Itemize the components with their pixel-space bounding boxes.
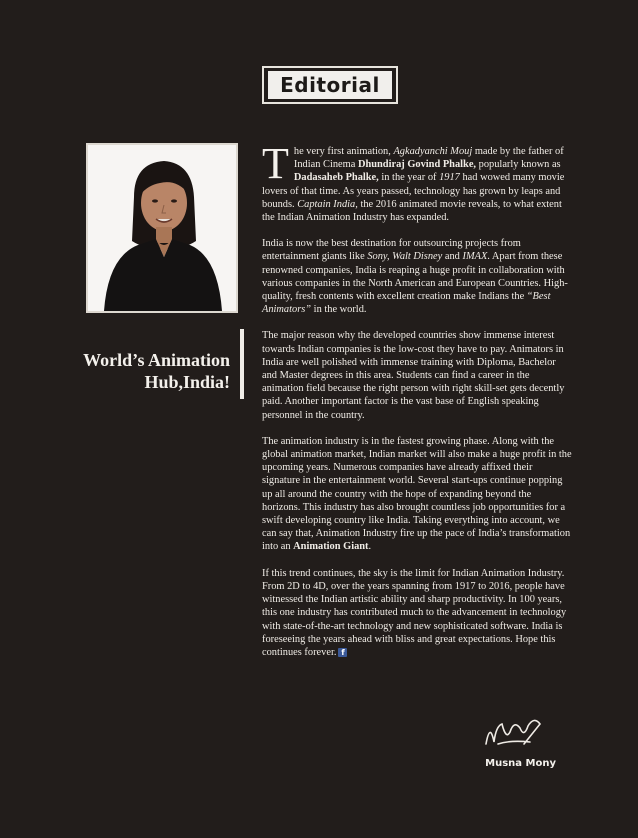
- person-name: Dadasaheb Phalke,: [293, 172, 379, 184]
- section-title: [64, 349, 230, 393]
- text: India is now the best destination for outsourcing projects from entertainment giants like: [262, 238, 521, 263]
- year: 1917: [439, 172, 460, 184]
- text: made by the father of Indian Cinema: [293, 146, 564, 171]
- paragraph-3: The major reason why the developed countries show immense interest towards Indian companies is the low-cost they have to pay. Animators in India are well polished with immense training with Diploma, Bachelor and Master degrees in this area. Students can find a career in the animation field because the right person with right skill-set gets decently paid. Another important factor is the vast base of English speaking personnel in the country.: [262, 330, 565, 421]
- text: . Apart from these renowned companies, India is reaping a huge profit in collaboration with various companies in the North American and European Countries. High-quality, fresh contents with excellent creation make Indians the: [262, 251, 568, 303]
- author-photo: [86, 143, 238, 313]
- paragraph-1: [262, 139, 572, 224]
- person-portrait-icon: [88, 145, 236, 311]
- quote: “Best Animators”: [262, 291, 551, 316]
- facebook-icon: f: [338, 648, 347, 657]
- film-title: Captain India,: [297, 198, 358, 210]
- person-name: Dhundiraj Govind Phalke,: [357, 159, 477, 171]
- paragraph-4: [262, 435, 572, 554]
- film-title: Agkadyanchi Mouj: [393, 146, 473, 157]
- text: the 2016 animated movie reveals, to what extent the Indian Animation Industry has expanded.: [262, 198, 562, 224]
- signature-icon: [480, 714, 550, 754]
- article-body: [262, 139, 572, 672]
- text: in the world.: [311, 304, 367, 316]
- text: and: [442, 251, 463, 263]
- section-title-line1: World’s Animation: [83, 350, 230, 370]
- text: popularly known as: [476, 159, 561, 171]
- drop-cap: T: [262, 139, 289, 188]
- editorial-title: Editorial: [268, 71, 392, 99]
- author-name: Musna Mony: [485, 758, 556, 769]
- text: he very first animation,: [293, 146, 394, 157]
- text: had wowed many movie lovers of that time. As years passed, technology has grown by leaps and bounds.: [262, 172, 565, 210]
- editorial-header: [262, 66, 398, 104]
- text: If this trend continues, the sky is the limit for Indian Animation Industry. From 2D to 4D, over the years spanning from 1917 to 2016, people have witnessed the Indian artistic ability and sharp productivity. In 100 years, this one industry has contributed much to the advancement in technology with state-of-the-art technology and new sophisticated software. India is foreseeing the years ahead with bliss and great expectations. Hope this continues forever.: [262, 567, 567, 658]
- text: in the year of: [378, 172, 440, 184]
- emphasis: Animation Giant: [293, 541, 369, 553]
- vertical-divider: [240, 329, 244, 399]
- paragraph-2: [262, 237, 572, 316]
- paragraph-5: [262, 567, 572, 659]
- company-name: IMAX: [462, 251, 488, 263]
- section-title-line2: Hub,India!: [144, 372, 230, 392]
- text: .: [368, 541, 372, 553]
- company-names: Sony, Walt Disney: [367, 251, 443, 263]
- text: The animation industry is in the fastest growing phase. Along with the global animation market, Indian market will also make a huge profit in the upcoming years. Numerous companies have already affixed their signature in the entertainment world. Several start-ups continue popping up all around the country with the hope of expanding beyond the horizons. This industry has also brought countless job opportunities for a swift developing country like India. Taking everything into account, we can say that, Animation Industry fire up the pace of India’s transformation into an: [262, 435, 572, 553]
